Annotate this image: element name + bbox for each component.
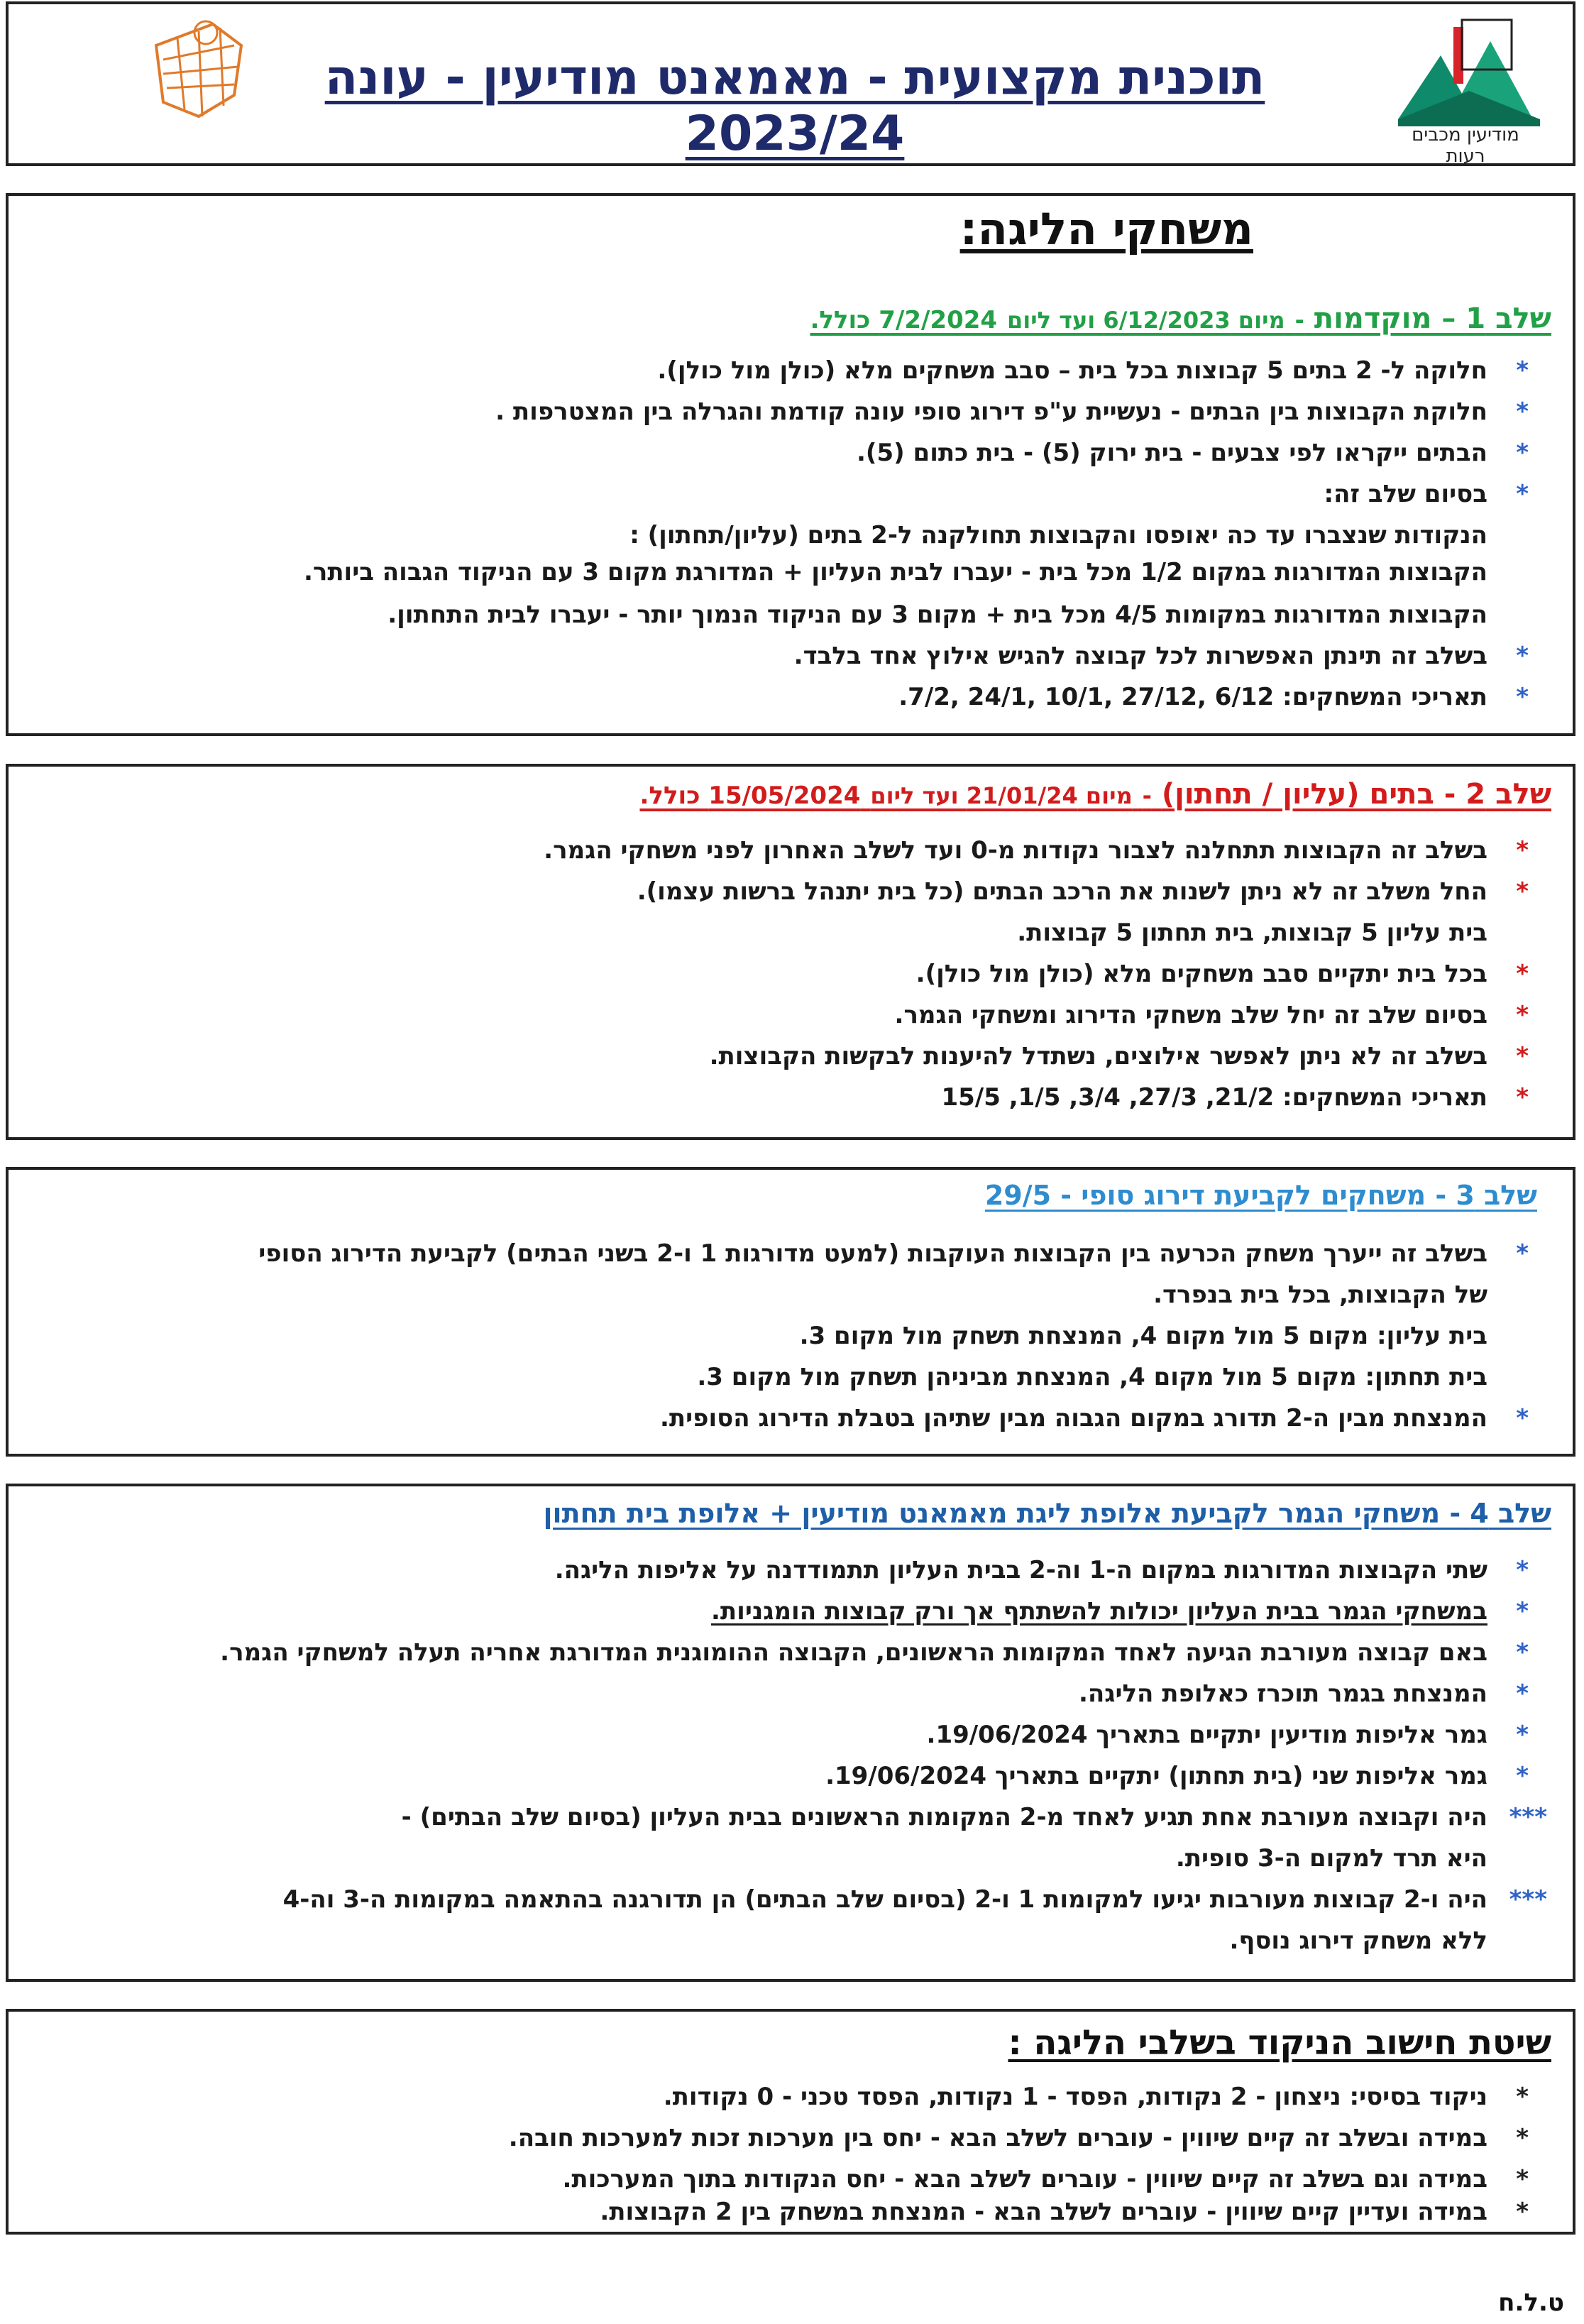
bullet: *: [1516, 356, 1529, 385]
stage2-title-dash: -: [1142, 782, 1152, 809]
bullet: *: [1516, 1679, 1529, 1708]
stage3-line: בית עליון: מקום 5 מול מקום 4, המנצחת תשחק מול מקום 3.: [799, 1322, 1487, 1350]
stage1-line: בשלב זה תינתן האפשרות לכל קבוצה להגיש אילוץ אחד בלבד.: [793, 642, 1487, 670]
stage3-line: של הקבוצות, בכל בית בנפרד.: [1153, 1281, 1487, 1309]
bullet: *: [1516, 1638, 1529, 1667]
stage2-line: החל משלב זה לא ניתן לשנות את הרכב הבתים (כל בית יתנהל ברשות עצמו).: [637, 877, 1487, 906]
scoring-line: במידה וגם בשלב זה קיים שיווין - עוברים לשלב הבא - יחס הנקודות בתוך המערכות.: [562, 2165, 1487, 2193]
stage4-line: במשחקי הגמר בבית העליון יכולות להשתתף אך ורק קבוצות הומגניות.: [711, 1597, 1487, 1626]
bullet: *: [1516, 2083, 1529, 2111]
stage2-line: בית עליון 5 קבוצות, בית תחתון 5 קבוצות.: [1017, 919, 1487, 947]
bullet: *: [1516, 1042, 1529, 1070]
stage2-line: בכל בית יתקיים סבב משחקים מלא (כולן מול כולן).: [915, 960, 1487, 988]
stage2-line: תאריכי המשחקים: 21/2, 27/3, 3/4, 1/5, 15/5: [941, 1083, 1487, 1112]
stage3-line: בית תחתון: מקום 5 מול מקום 4, המנצחת מביניהן תשחק מול מקום 3.: [697, 1363, 1487, 1391]
stage1-line: הבתים ייקראו לפי צבעים - בית ירוק (5) - בית כתום (5).: [857, 439, 1487, 467]
scoring-line: במידה ובשלב זה קיים שיווין - עוברים לשלב הבא - יחס בין מערכות זכות למערכות חובה.: [508, 2124, 1487, 2152]
bullet: *: [1516, 642, 1529, 670]
bullet: *: [1516, 1597, 1529, 1626]
bullet: *: [1516, 683, 1529, 711]
stage4-line: היה ו-2 קבוצות מעורבות יגיעו למקומות 1 ו-2 (בסיום שלב הבתים) הן תדורגנה בהתאמה במקומות ה-3 וה-4: [282, 1885, 1487, 1914]
bullet: *: [1516, 1083, 1529, 1112]
stage1-line: הקבוצות המדורגות במקום 1/2 מכל בית - יעברו לבית העליון + המדורגת מקום 3 עם הניקוד הגבוה ביותר.: [303, 558, 1487, 586]
league-heading: משחקי הליגה:: [959, 203, 1253, 255]
bullet: *: [1516, 2165, 1529, 2193]
stage2-title-main: שלב 2 - בתים (עליון / תחתון): [1161, 778, 1551, 811]
stage4-line: גמר אליפות שני (בית תחתון) יתקיים בתאריך 19/06/2024.: [825, 1762, 1487, 1790]
stage1-line: בסיום שלב זה:: [1324, 480, 1487, 508]
bullet: *: [1516, 1762, 1529, 1790]
stage3-line: המנצחת מבין ה-2 תדורג במקום הגבוה מבין שתיהן בטבלת הדירוג הסופית.: [659, 1404, 1487, 1432]
bullet: *: [1516, 877, 1529, 906]
bullet: *: [1516, 2124, 1529, 2152]
stage2-line: בשלב זה לא ניתן לאפשר אילוצים, נשתדל להיענות לבקשות הקבוצות.: [709, 1042, 1487, 1070]
stage1-title-dates-a: מיום 6/12/2023 ועד ליום: [1006, 307, 1285, 334]
stage1-line: תאריכי המשחקים: 6/12 ,27/12 ,10/1 ,24/1 ,7/2.: [898, 683, 1487, 711]
stage4-line: המנצחת בגמר תוכרז כאלופת הליגה.: [1079, 1679, 1487, 1708]
bullet: *: [1516, 960, 1529, 988]
bullet: ***: [1509, 1803, 1547, 1831]
stage2-title: [639, 778, 1551, 811]
bullet: *: [1516, 398, 1529, 426]
stage1-box: [6, 193, 1575, 736]
scoring-title: שיטת חישוב הניקוד בשלבי הליגה :: [1008, 2023, 1551, 2063]
scoring-line: ניקוד בסיסי: ניצחון - 2 נקודות, הפסד - 1 נקודות, הפסד טכני - 0 נקודות.: [663, 2083, 1487, 2111]
stage2-line: בשלב זה הקבוצות תתחלנה לצבור נקודות מ-0 ועד לשלב האחרון לפני משחקי הגמר.: [544, 836, 1487, 865]
stage3-line: בשלב זה ייערך משחק הכרעה בין הקבוצות העוקבות (למעט מדורגות 1 ו-2 בשני הבתים) לקביעת הדירוג הסופי: [258, 1239, 1487, 1268]
bullet: ***: [1509, 1885, 1547, 1914]
bullet: *: [1516, 1556, 1529, 1584]
scoring-line: במידה ועדיין קיים שיווין - עוברים לשלב הבא - המנצחת במשחק בין 2 הקבוצות.: [600, 2198, 1487, 2226]
stage2-line: בסיום שלב זה יחל שלב משחקי הדירוג ומשחקי הגמר.: [894, 1001, 1487, 1029]
stage1-title-dates-b: 7/2/2024 כולל.: [810, 306, 998, 334]
page-title: תוכנית מקצועית - מאמאנט מודיעין - עונה 2023/24: [324, 50, 1265, 162]
bullet: *: [1516, 480, 1529, 508]
bullet: *: [1516, 1001, 1529, 1029]
stage3-title: שלב 3 - משחקים לקביעת דירוג סופי - 29/5: [984, 1180, 1537, 1211]
bullet: *: [1516, 836, 1529, 865]
bullet: *: [1516, 1239, 1529, 1268]
stage4-title: שלב 4 - משחקי הגמר לקביעת אלופת ליגת מאמאנט מודיעין + אלופת בית תחתון: [543, 1498, 1551, 1529]
stage1-line: חלוקת הקבוצות בין הבתים - נעשיית ע"פ דירוג סופי עונה קודמת והגרלה בין המצטרפות .: [495, 398, 1487, 426]
stage4-line: גמר אליפות מודיעין יתקיים בתאריך 19/06/2024.: [926, 1721, 1487, 1749]
stage1-title-main: שלב 1 – מוקדמות: [1314, 302, 1551, 335]
stage2-title-dates-b: 15/05/2024 כולל.: [639, 782, 861, 810]
stage1-line: הקבוצות המדורגות במקומות 4/5 מכל בית + מקום 3 עם הניקוד הנמוך יותר - יעברו לבית התחתון.: [387, 601, 1487, 629]
scoring-box: [6, 2009, 1575, 2235]
stage1-line: הנקודות שנצברו עד כה יאופסו והקבוצות תחולקנה ל-2 בתים (עליון/תחתון) :: [629, 521, 1487, 549]
mamanet-modiin-logo: [35, 17, 248, 159]
stage4-box: [6, 1484, 1575, 1982]
stage2-title-dates-a: מיום 21/01/24 ועד ליום: [870, 782, 1133, 809]
stage4-line: באם קבוצה מעורבת הגיעה לאחד המקומות הראשונים, הקבוצה ההומוגנית המדורגת אחריה תעלה למשחקי הגמר.: [220, 1638, 1487, 1667]
stage1-title: [810, 302, 1551, 335]
volleyball-net-icon: [35, 17, 248, 159]
bullet: *: [1516, 2198, 1529, 2226]
bullet: *: [1516, 439, 1529, 467]
bullet: *: [1516, 1404, 1529, 1432]
footer-note: ט.ל.ח: [1498, 2289, 1564, 2317]
bullet: *: [1516, 1721, 1529, 1749]
stage3-box: [6, 1167, 1575, 1457]
stage1-line: חלוקה ל- 2 בתים 5 קבוצות בכל בית – סבב משחקים מלא (כולן מול כולן).: [657, 356, 1487, 385]
stage4-line: ללא משחק דירוג נוסף.: [1229, 1926, 1487, 1955]
logo-caption: מודיעין מכבים רעות: [1412, 124, 1519, 167]
stage4-line: היא תרד למקום ה-3 סופית.: [1175, 1844, 1487, 1873]
stage2-box: [6, 764, 1575, 1140]
stage4-line: היה וקבוצה מעורבת אחת תגיע לאחד מ-2 המקומות הראשונים בבית העליון (בסיום שלב הבתים) -: [401, 1803, 1487, 1831]
stage4-line: שתי הקבוצות המדורגות במקום ה-1 וה-2 בבית העליון תתמודדנה על אליפות הליגה.: [554, 1556, 1487, 1584]
stage1-title-dash: -: [1294, 307, 1304, 334]
